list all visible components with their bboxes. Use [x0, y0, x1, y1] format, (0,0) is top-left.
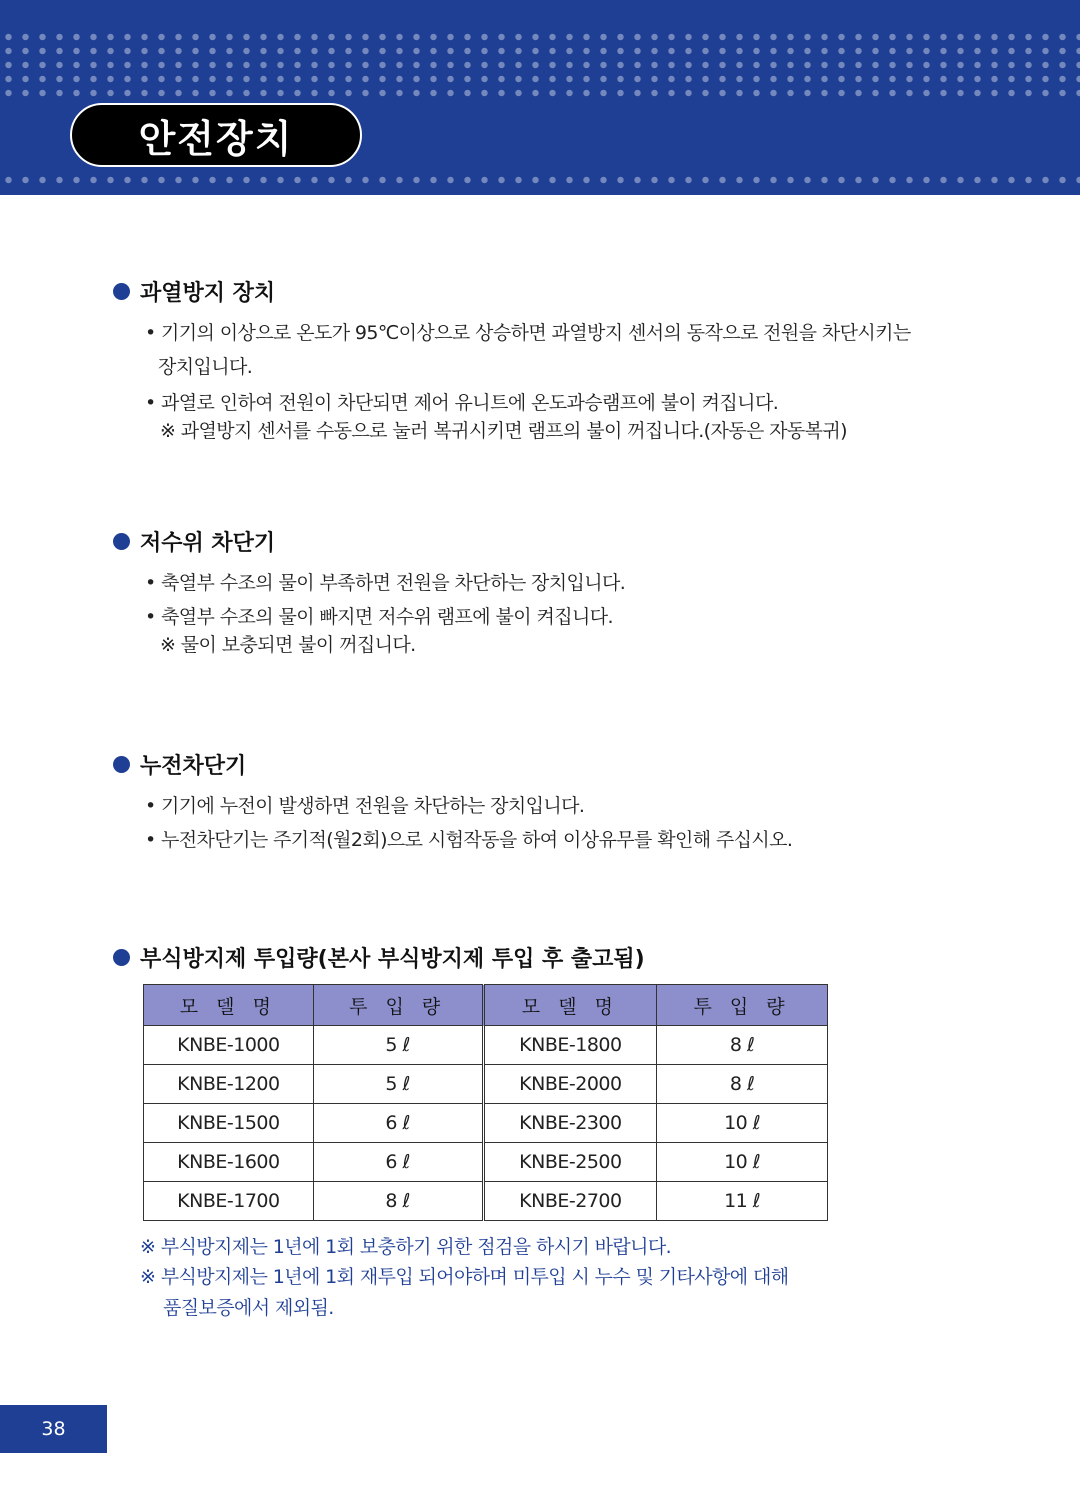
dot-pattern-top: [0, 30, 1080, 100]
table-row: [144, 1026, 828, 1065]
table-cell: 8 ℓ: [657, 1026, 828, 1065]
table-cell: KNBE-1700: [144, 1182, 314, 1221]
table-row: [144, 1143, 828, 1182]
table-row: [144, 1104, 828, 1143]
text-line: 장치입니다.: [158, 356, 253, 378]
bullet-icon: [113, 283, 130, 300]
note-line: ※ 부식방지제는 1년에 1회 보충하기 위한 점검을 하시기 바랍니다.: [140, 1236, 672, 1258]
section-title: 누전차단기: [140, 754, 247, 779]
section-heading: [113, 942, 645, 973]
text-line: • 과열로 인하여 전원이 차단되면 제어 유니트에 온도과승램프에 불이 켜집니다.: [145, 392, 779, 414]
bullet-icon: [113, 949, 130, 966]
column-header: 모 델 명: [483, 985, 657, 1026]
note-line: 품질보증에서 제외됨.: [163, 1297, 334, 1319]
table-cell: KNBE-1800: [483, 1026, 657, 1065]
table-cell: KNBE-1000: [144, 1026, 314, 1065]
bullet-icon: [113, 756, 130, 773]
table-cell: KNBE-1500: [144, 1104, 314, 1143]
table-cell: 6 ℓ: [313, 1104, 483, 1143]
table-cell: KNBE-2500: [483, 1143, 657, 1182]
page-number: 38: [0, 1405, 107, 1453]
table-cell: KNBE-2000: [483, 1065, 657, 1104]
table-cell: KNBE-2300: [483, 1104, 657, 1143]
section-heading: [113, 749, 246, 780]
dot-pattern-bottom: [0, 173, 1080, 189]
table-row: [144, 1182, 828, 1221]
column-header: 모 델 명: [144, 985, 314, 1026]
note-line: ※ 물이 보충되면 불이 꺼집니다.: [160, 634, 416, 656]
column-header: 투 입 량: [313, 985, 483, 1026]
table-cell: KNBE-2700: [483, 1182, 657, 1221]
table-header-row: [144, 985, 828, 1026]
page-title: 안전장치: [70, 103, 362, 167]
text-line: • 축열부 수조의 물이 부족하면 전원을 차단하는 장치입니다.: [145, 572, 626, 594]
injection-table: [143, 984, 828, 1221]
table-cell: 6 ℓ: [313, 1143, 483, 1182]
page-header: [0, 0, 1080, 195]
bullet-icon: [113, 533, 130, 550]
text-line: • 기기의 이상으로 온도가 95℃이상으로 상승하면 과열방지 센서의 동작으로 전원을 차단시키는: [145, 322, 911, 344]
section-title: 부식방지제 투입량(본사 부식방지제 투입 후 출고됨): [140, 947, 645, 972]
table-cell: 10 ℓ: [657, 1104, 828, 1143]
table-cell: 8 ℓ: [657, 1065, 828, 1104]
column-header: 투 입 량: [657, 985, 828, 1026]
section-title: 과열방지 장치: [140, 281, 276, 306]
text-line: • 기기에 누전이 발생하면 전원을 차단하는 장치입니다.: [145, 795, 585, 817]
table-cell: 5 ℓ: [313, 1065, 483, 1104]
table-cell: KNBE-1200: [144, 1065, 314, 1104]
text-line: • 누전차단기는 주기적(월2회)으로 시험작동을 하여 이상유무를 확인해 주십시오.: [145, 829, 793, 851]
table-cell: 10 ℓ: [657, 1143, 828, 1182]
section-heading: [113, 526, 275, 557]
section-title: 저수위 차단기: [140, 531, 276, 556]
note-line: ※ 과열방지 센서를 수동으로 눌러 복귀시키면 램프의 불이 꺼집니다.(자동은 자동복귀): [160, 420, 847, 442]
text-line: • 축열부 수조의 물이 빠지면 저수위 램프에 불이 켜집니다.: [145, 606, 613, 628]
table-cell: 5 ℓ: [313, 1026, 483, 1065]
table-row: [144, 1065, 828, 1104]
table-cell: 11 ℓ: [657, 1182, 828, 1221]
table-cell: 8 ℓ: [313, 1182, 483, 1221]
note-line: ※ 부식방지제는 1년에 1회 재투입 되어야하며 미투입 시 누수 및 기타사항에 대해: [140, 1266, 789, 1288]
section-heading: [113, 276, 275, 307]
table-cell: KNBE-1600: [144, 1143, 314, 1182]
